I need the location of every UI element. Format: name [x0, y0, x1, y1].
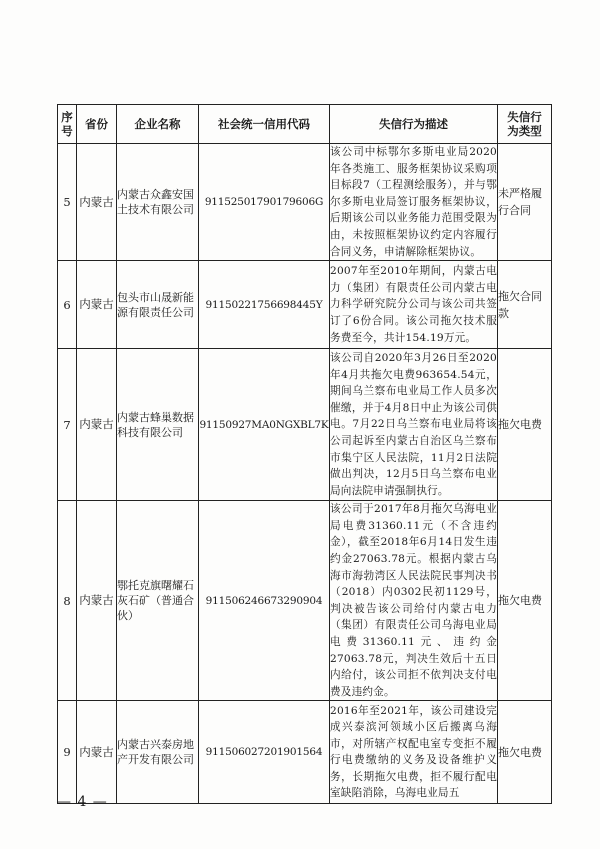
row-serial-number: 6 [58, 261, 77, 349]
table-row [58, 701, 552, 804]
header-enterprise-name: 企业名称 [117, 105, 199, 144]
row-enterprise-name: 内蒙古蜂巢数据科技有限公司 [117, 349, 199, 501]
row-serial-number: 9 [58, 701, 77, 804]
row-behavior-description: 该公司于2017年8月拖欠乌海电业局电费31360.11元（不含违约金），截至2018年6月14日发生违约金27063.78元。根据内蒙古乌海市海勃湾区人民法院民事判决书（2018）内0302民初1129号，判决被告该公司给付内蒙古电力（集团）有限责任公司乌海电业局电费31360.11元、违约金27063.78元，判决生效后十五日内给付，该公司拒不依判决支付电费及违约金。 [330, 501, 498, 701]
table-row [58, 144, 552, 261]
row-behavior-description: 2016年至2021年，该公司建设完成兴泰滨河领域小区后搬离乌海市，对所辖产权配电室专变拒不履行电费缴纳的义务及设备维护义务，长期拖欠电费，拒不履行配电室缺陷消除，乌海电业局五 [330, 701, 498, 804]
row-credit-code: 91152501790179606G [199, 144, 330, 261]
row-credit-code: 911506027201901564 [199, 701, 330, 804]
header-behavior-type: 失信行为类型 [498, 105, 552, 144]
row-behavior-type: 拖欠合同款 [498, 261, 552, 349]
row-serial-number: 7 [58, 349, 77, 501]
row-behavior-type: 拖欠电费 [498, 701, 552, 804]
row-credit-code: 91150624667329090​4 [199, 501, 330, 701]
row-enterprise-name: 内蒙古兴泰房地产开发有限公司 [117, 701, 199, 804]
row-credit-code: 91150221756698445Y [199, 261, 330, 349]
row-behavior-type: 拖欠电费 [498, 349, 552, 501]
row-province: 内蒙古 [77, 701, 117, 804]
header-serial-number: 序号 [58, 105, 77, 144]
dishonest-enterprises-table [57, 104, 552, 804]
row-behavior-type: 拖欠电费 [498, 501, 552, 701]
row-behavior-description: 2007年至2010年期间，内蒙古电力（集团）有限责任公司内蒙古电力科学研究院分公司与该公司共签订了6份合同。该公司拖欠技术服务费至今，共计154.19万元。 [330, 261, 498, 349]
table-row [58, 349, 552, 501]
table-row [58, 501, 552, 701]
table-header-row [58, 105, 552, 144]
row-province: 内蒙古 [77, 144, 117, 261]
page-number: — 4 — [57, 794, 108, 810]
header-behavior-description: 失信行为描述 [330, 105, 498, 144]
table-row [58, 261, 552, 349]
row-behavior-description: 该公司自2020年3月26日至2020年4月共拖欠电费963654.54元，期间乌兰察布电业局工作人员多次催缴，并于4月8日中止为该公司供电。7月22日乌兰察布电业局将该公司起诉至内蒙古自治区乌兰察布市集宁区人民法院，11月2日法院做出判决，12月5日乌兰察布电业局向法院申请强制执行。 [330, 349, 498, 501]
row-enterprise-name: 内蒙古众鑫安国土技术有限公司 [117, 144, 199, 261]
header-province: 省份 [77, 105, 117, 144]
row-province: 内蒙古 [77, 349, 117, 501]
header-credit-code: 社会统一信用代码 [199, 105, 330, 144]
row-behavior-description: 该公司中标鄂尔多斯电业局2020年各类施工、服务框架协议采购项目标段7（工程测绘服务），并与鄂尔多斯电业局签订服务框架协议，后期该公司以业务能力范围受限为由，未按照框架协议约定内容履行合同义务，申请解除框架协议。 [330, 144, 498, 261]
row-province: 内蒙古 [77, 261, 117, 349]
row-serial-number: 8 [58, 501, 77, 701]
row-behavior-type: 未严格履行合同 [498, 144, 552, 261]
row-serial-number: 5 [58, 144, 77, 261]
row-credit-code: 91150927MA0NGXBL7K [199, 349, 330, 501]
row-enterprise-name: 包头市山晟新能源有限责任公司 [117, 261, 199, 349]
row-enterprise-name: 鄂托克旗曙耀石灰石矿（普通合伙） [117, 501, 199, 701]
row-province: 内蒙古 [77, 501, 117, 701]
